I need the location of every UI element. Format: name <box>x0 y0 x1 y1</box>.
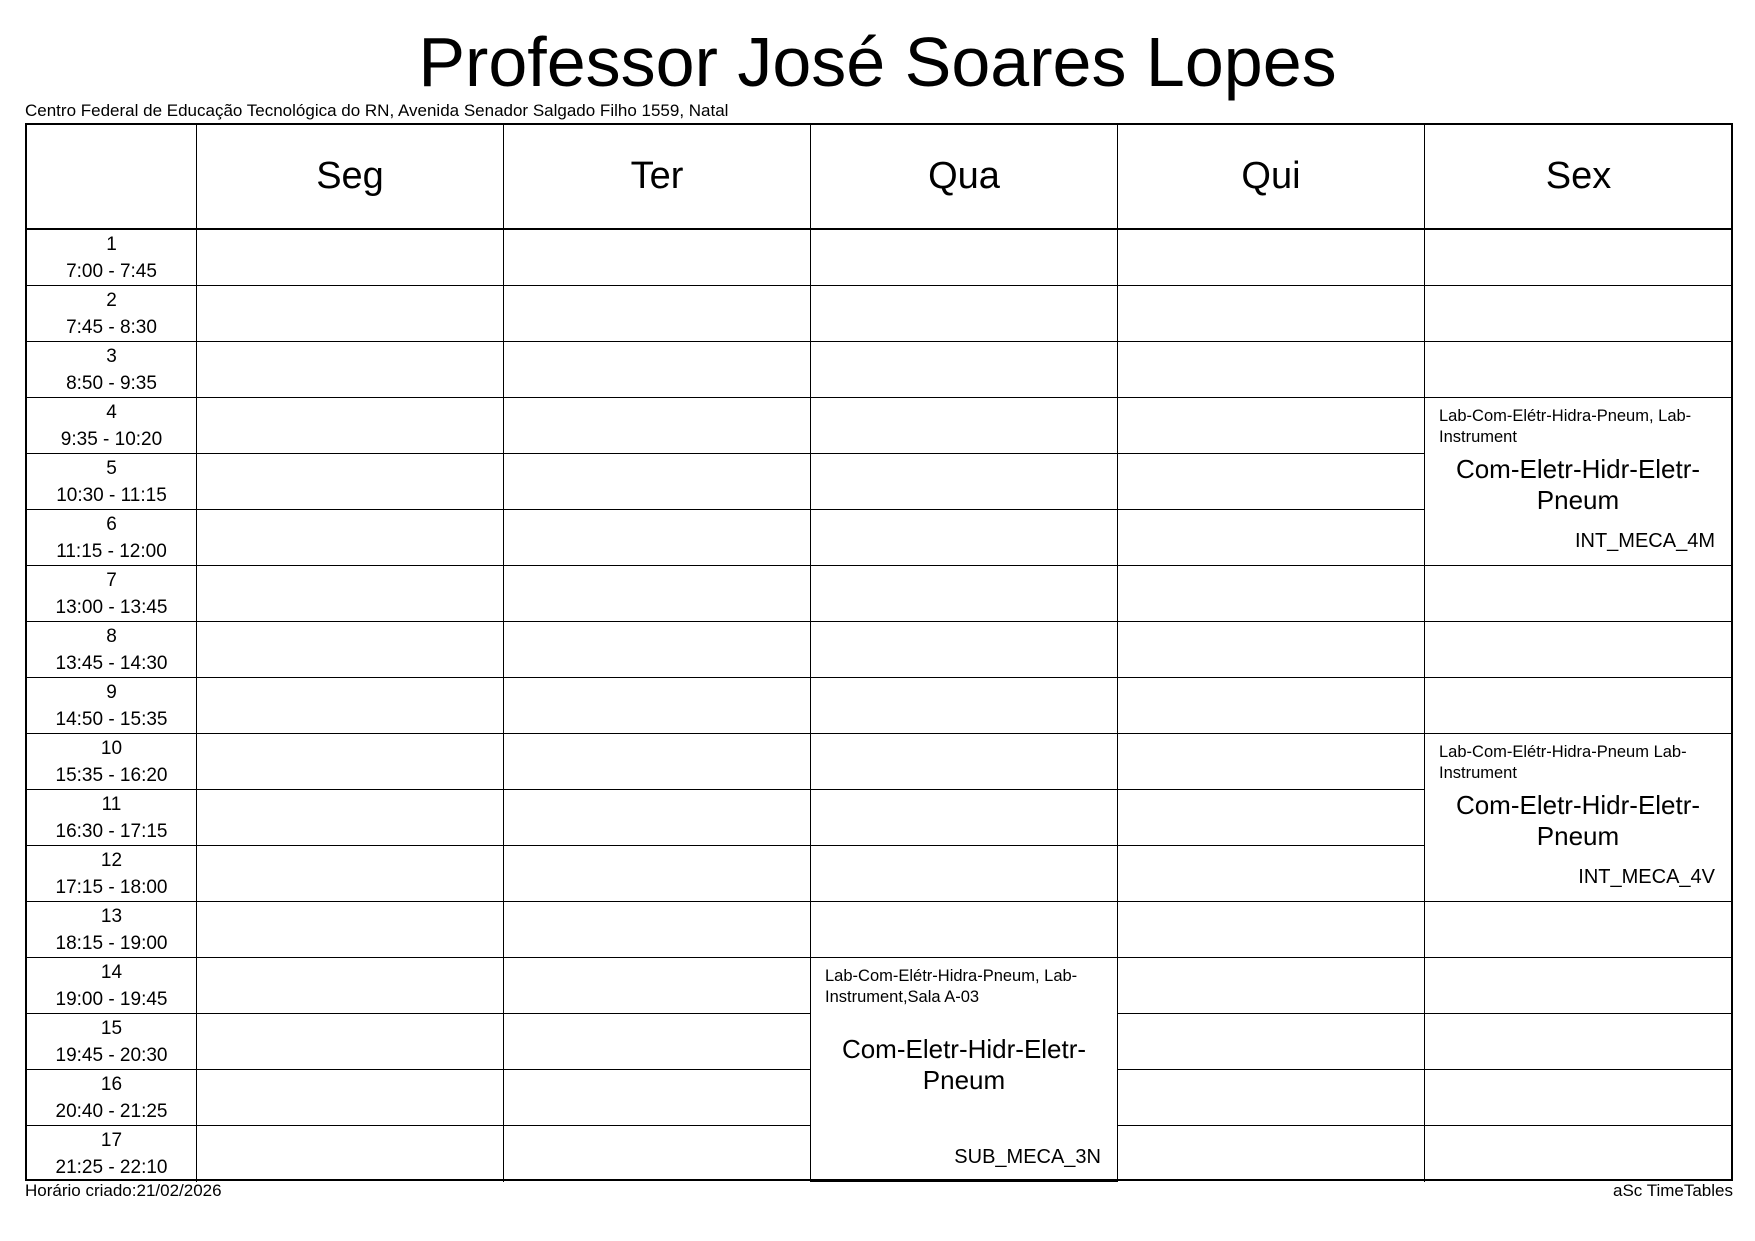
empty-slot[interactable] <box>811 622 1118 678</box>
period-label <box>27 398 197 454</box>
empty-slot[interactable] <box>1118 902 1425 958</box>
period-time: 19:00 - 19:45 <box>55 988 168 1010</box>
empty-slot[interactable] <box>811 286 1118 342</box>
period-time: 19:45 - 20:30 <box>55 1044 168 1066</box>
empty-slot[interactable] <box>504 622 811 678</box>
lesson-group: INT_MECA_4V <box>1578 866 1715 888</box>
empty-slot[interactable] <box>504 566 811 622</box>
lesson-room: Lab-Com-Elétr-Hidra-Pneum Lab-Instrument <box>1439 743 1687 782</box>
period-label <box>27 678 197 734</box>
day-header: Qua <box>811 125 1118 230</box>
empty-slot[interactable] <box>1425 622 1732 678</box>
empty-slot[interactable] <box>504 902 811 958</box>
empty-slot[interactable] <box>811 230 1118 286</box>
empty-slot[interactable] <box>197 454 504 510</box>
empty-slot[interactable] <box>811 846 1118 902</box>
empty-slot[interactable] <box>811 510 1118 566</box>
day-header: Ter <box>504 125 811 230</box>
empty-slot[interactable] <box>197 734 504 790</box>
period-time: 7:00 - 7:45 <box>66 260 157 282</box>
period-number: 12 <box>100 849 123 871</box>
empty-slot[interactable] <box>811 454 1118 510</box>
empty-slot[interactable] <box>1118 790 1425 846</box>
period-number: 11 <box>101 793 122 815</box>
period-time: 15:35 - 16:20 <box>55 764 168 786</box>
empty-slot[interactable] <box>197 398 504 454</box>
empty-slot[interactable] <box>504 734 811 790</box>
period-time: 13:00 - 13:45 <box>55 596 168 618</box>
software-credit: aSc TimeTables <box>1613 1181 1733 1200</box>
empty-slot[interactable] <box>1118 734 1425 790</box>
period-number: 16 <box>100 1073 123 1095</box>
empty-slot[interactable] <box>1425 1014 1732 1070</box>
empty-slot[interactable] <box>1118 1070 1425 1126</box>
period-label <box>27 958 197 1014</box>
period-label <box>27 1070 197 1126</box>
period-number: 1 <box>106 233 117 255</box>
lesson-subject: Com-Eletr-Hidr-Eletr-Pneum <box>1455 790 1701 851</box>
lesson-subject: Com-Eletr-Hidr-Eletr-Pneum <box>1455 454 1701 515</box>
period-label <box>27 342 197 398</box>
period-label <box>27 790 197 846</box>
period-number: 7 <box>106 569 117 591</box>
created-date: Horário criado:21/02/2026 <box>25 1181 222 1200</box>
period-number: 8 <box>106 625 117 647</box>
empty-slot[interactable] <box>1118 510 1425 566</box>
empty-slot[interactable] <box>504 286 811 342</box>
day-header: Sex <box>1425 125 1732 230</box>
empty-slot[interactable] <box>197 1014 504 1070</box>
period-number: 14 <box>100 961 123 983</box>
period-time: 9:35 - 10:20 <box>60 428 163 450</box>
period-time: 7:45 - 8:30 <box>66 316 157 338</box>
header-corner <box>27 125 197 230</box>
period-label <box>27 846 197 902</box>
empty-slot[interactable] <box>1425 230 1732 286</box>
period-label <box>27 622 197 678</box>
empty-slot[interactable] <box>1118 622 1425 678</box>
empty-slot[interactable] <box>504 1070 811 1126</box>
empty-slot[interactable] <box>197 846 504 902</box>
period-time: 10:30 - 11:15 <box>56 484 167 506</box>
empty-slot[interactable] <box>197 1126 504 1182</box>
day-header: Qui <box>1118 125 1425 230</box>
period-number: 4 <box>106 401 117 423</box>
lesson-room: Lab-Com-Elétr-Hidra-Pneum, Lab-Instrument <box>1439 407 1692 446</box>
period-time: 21:25 - 22:10 <box>55 1157 168 1178</box>
empty-slot[interactable] <box>504 846 811 902</box>
empty-slot[interactable] <box>197 566 504 622</box>
empty-slot[interactable] <box>811 734 1118 790</box>
empty-slot[interactable] <box>1425 678 1732 734</box>
empty-slot[interactable] <box>811 678 1118 734</box>
empty-slot[interactable] <box>197 230 504 286</box>
empty-slot[interactable] <box>811 398 1118 454</box>
lesson-group: SUB_MECA_3N <box>954 1146 1101 1168</box>
period-label <box>27 1014 197 1070</box>
school-address: Centro Federal de Educação Tecnológica do RN, Avenida Senador Salgado Filho 1559, Natal <box>25 101 729 120</box>
lesson-subject: Com-Eletr-Hidr-Eletr-Pneum <box>841 1034 1087 1095</box>
lesson-card[interactable] <box>811 958 1118 1182</box>
empty-slot[interactable] <box>197 622 504 678</box>
lesson-card[interactable] <box>1425 398 1732 566</box>
period-time: 17:15 - 18:00 <box>55 876 168 898</box>
period-number: 17 <box>100 1130 123 1151</box>
lesson-room: Lab-Com-Elétr-Hidra-Pneum, Lab-Instrument,Sala A-03 <box>825 967 1078 1006</box>
timetable-grid <box>25 123 1733 1181</box>
day-header: Seg <box>197 125 504 230</box>
empty-slot[interactable] <box>1118 958 1425 1014</box>
period-number: 15 <box>100 1017 123 1039</box>
empty-slot[interactable] <box>1118 678 1425 734</box>
empty-slot[interactable] <box>1425 1070 1732 1126</box>
empty-slot[interactable] <box>197 902 504 958</box>
period-number: 13 <box>100 905 123 927</box>
period-number: 3 <box>106 345 117 367</box>
empty-slot[interactable] <box>1118 342 1425 398</box>
period-time: 16:30 - 17:15 <box>55 820 168 842</box>
period-label <box>27 286 197 342</box>
empty-slot[interactable] <box>1425 902 1732 958</box>
period-time: 20:40 - 21:25 <box>55 1100 168 1122</box>
empty-slot[interactable] <box>504 342 811 398</box>
empty-slot[interactable] <box>504 454 811 510</box>
period-time: 14:50 - 15:35 <box>55 708 168 730</box>
period-number: 10 <box>100 737 123 759</box>
empty-slot[interactable] <box>1118 1014 1425 1070</box>
period-time: 8:50 - 9:35 <box>66 372 157 394</box>
empty-slot[interactable] <box>504 958 811 1014</box>
empty-slot[interactable] <box>197 510 504 566</box>
empty-slot[interactable] <box>1425 286 1732 342</box>
period-label <box>27 230 197 286</box>
empty-slot[interactable] <box>197 286 504 342</box>
empty-slot[interactable] <box>1118 1126 1425 1182</box>
period-label <box>27 902 197 958</box>
empty-slot[interactable] <box>811 790 1118 846</box>
empty-slot[interactable] <box>811 566 1118 622</box>
empty-slot[interactable] <box>504 1126 811 1182</box>
empty-slot[interactable] <box>1118 846 1425 902</box>
period-time: 18:15 - 19:00 <box>55 932 168 954</box>
empty-slot[interactable] <box>197 958 504 1014</box>
period-number: 5 <box>106 457 117 479</box>
empty-slot[interactable] <box>197 790 504 846</box>
empty-slot[interactable] <box>504 790 811 846</box>
empty-slot[interactable] <box>197 1070 504 1126</box>
empty-slot[interactable] <box>504 678 811 734</box>
period-label <box>27 1126 197 1182</box>
empty-slot[interactable] <box>1118 454 1425 510</box>
period-label <box>27 454 197 510</box>
empty-slot[interactable] <box>1118 566 1425 622</box>
period-time: 11:15 - 12:00 <box>56 540 167 562</box>
lesson-group: INT_MECA_4M <box>1574 530 1715 552</box>
period-number: 2 <box>106 289 117 311</box>
period-time: 13:45 - 14:30 <box>55 652 168 674</box>
empty-slot[interactable] <box>197 342 504 398</box>
lesson-card[interactable] <box>1425 734 1732 902</box>
period-label <box>27 566 197 622</box>
empty-slot[interactable] <box>811 342 1118 398</box>
empty-slot[interactable] <box>504 230 811 286</box>
empty-slot[interactable] <box>811 902 1118 958</box>
empty-slot[interactable] <box>504 398 811 454</box>
empty-slot[interactable] <box>197 678 504 734</box>
page-title: Professor José Soares Lopes <box>418 23 1337 101</box>
empty-slot[interactable] <box>1118 398 1425 454</box>
period-label <box>27 734 197 790</box>
period-number: 6 <box>106 513 117 535</box>
period-number: 9 <box>106 681 117 703</box>
empty-slot[interactable] <box>1118 286 1425 342</box>
empty-slot[interactable] <box>504 510 811 566</box>
empty-slot[interactable] <box>1118 230 1425 286</box>
empty-slot[interactable] <box>1425 1126 1732 1182</box>
empty-slot[interactable] <box>504 1014 811 1070</box>
empty-slot[interactable] <box>1425 342 1732 398</box>
empty-slot[interactable] <box>1425 566 1732 622</box>
period-label <box>27 510 197 566</box>
empty-slot[interactable] <box>1425 958 1732 1014</box>
